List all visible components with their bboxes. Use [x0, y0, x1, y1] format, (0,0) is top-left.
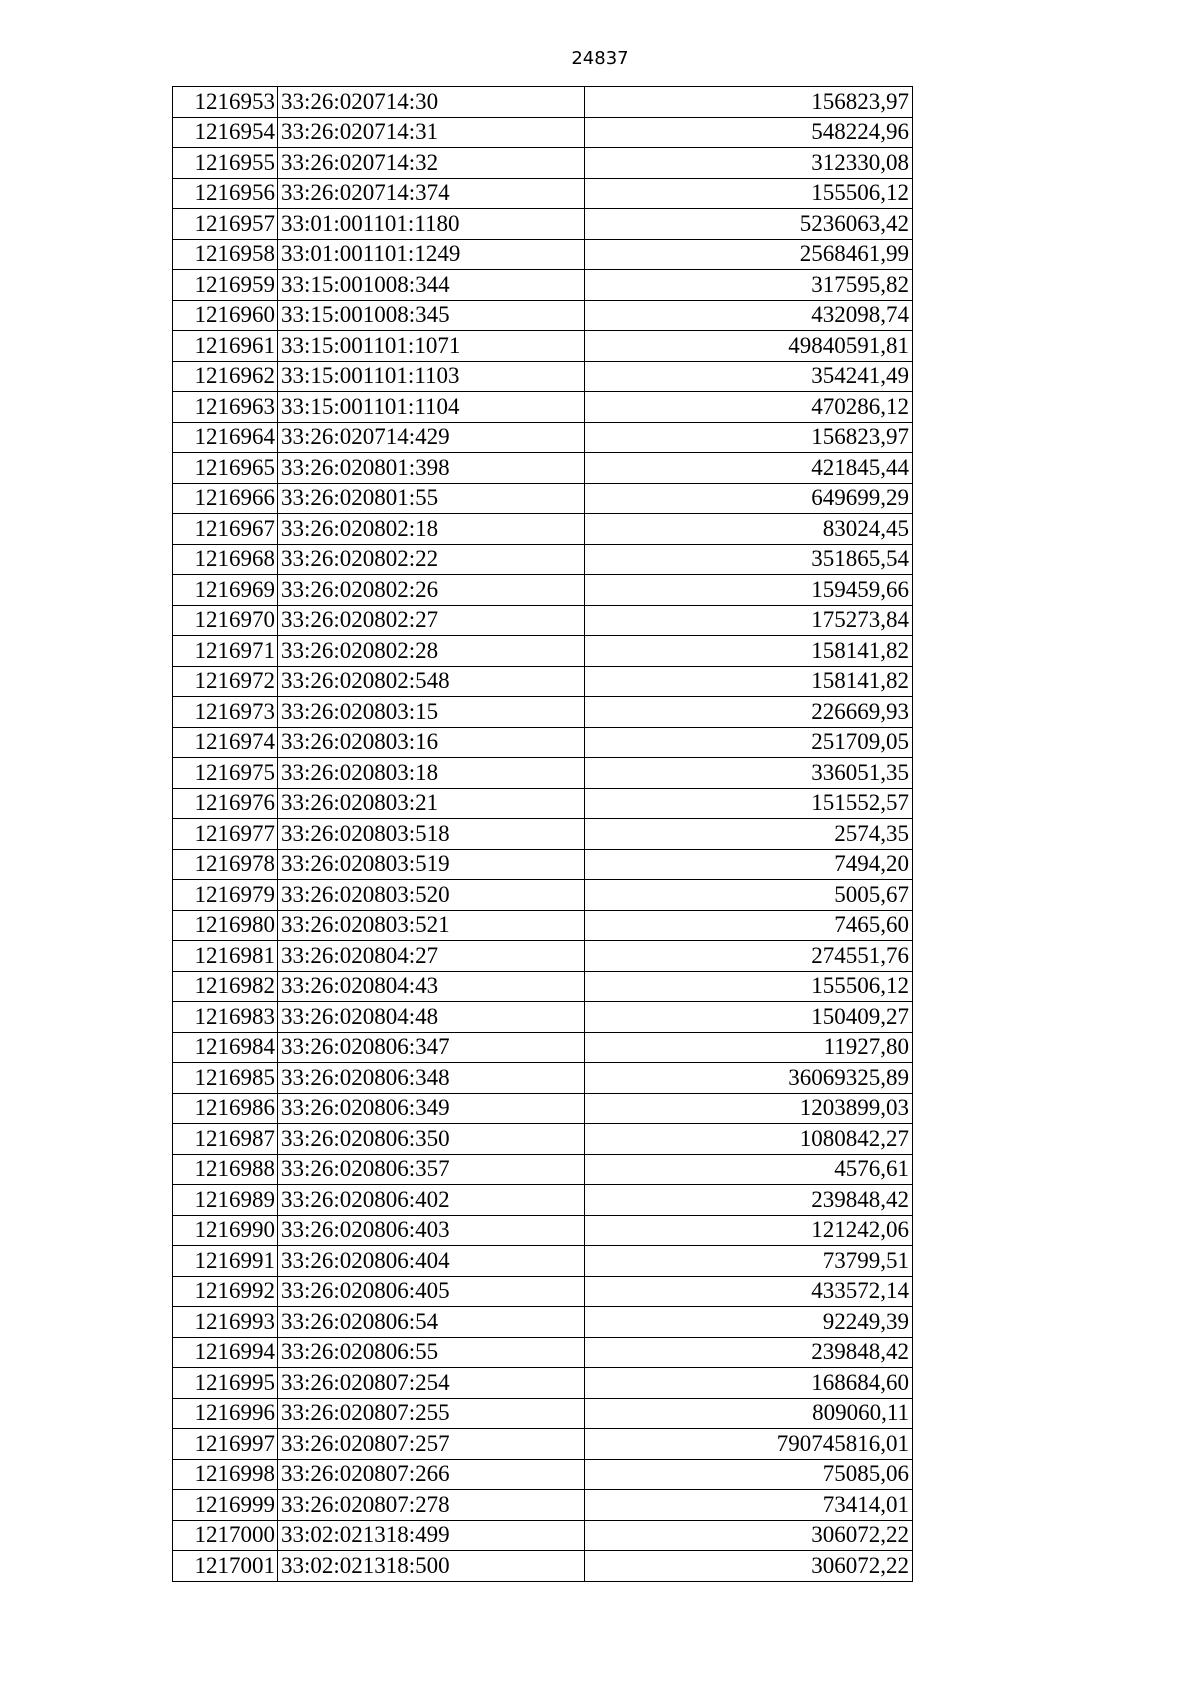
- table-row: [173, 697, 913, 728]
- cadastral-number-cell: 33:26:020806:357: [278, 1154, 585, 1185]
- row-id-cell: 1216968: [173, 544, 278, 575]
- table-row: [173, 880, 913, 911]
- page-number: 24837: [571, 48, 629, 69]
- cadastral-number-cell: 33:26:020801:55: [278, 483, 585, 514]
- cadastral-number-cell: 33:26:020804:27: [278, 941, 585, 972]
- table-row: [173, 483, 913, 514]
- value-cell: 548224,96: [585, 117, 913, 148]
- cadastral-number-cell: 33:26:020804:43: [278, 971, 585, 1002]
- value-cell: 83024,45: [585, 514, 913, 545]
- row-id-cell: 1216953: [173, 87, 278, 118]
- cadastral-number-cell: 33:01:001101:1249: [278, 239, 585, 270]
- table-row: [173, 849, 913, 880]
- cadastral-number-cell: 33:01:001101:1180: [278, 209, 585, 240]
- value-cell: 354241,49: [585, 361, 913, 392]
- value-cell: 156823,97: [585, 422, 913, 453]
- value-cell: 5236063,42: [585, 209, 913, 240]
- row-id-cell: 1216963: [173, 392, 278, 423]
- value-cell: 433572,14: [585, 1276, 913, 1307]
- value-cell: 274551,76: [585, 941, 913, 972]
- row-id-cell: 1216990: [173, 1215, 278, 1246]
- cadastral-number-cell: 33:26:020806:403: [278, 1215, 585, 1246]
- table-row: [173, 117, 913, 148]
- cadastral-number-cell: 33:26:020714:31: [278, 117, 585, 148]
- table-row: [173, 1154, 913, 1185]
- row-id-cell: 1216997: [173, 1429, 278, 1460]
- cadastral-number-cell: 33:26:020803:18: [278, 758, 585, 789]
- cadastral-number-cell: 33:26:020803:16: [278, 727, 585, 758]
- value-cell: 7465,60: [585, 910, 913, 941]
- value-cell: 336051,35: [585, 758, 913, 789]
- value-cell: 121242,06: [585, 1215, 913, 1246]
- value-cell: 4576,61: [585, 1154, 913, 1185]
- table-row: [173, 544, 913, 575]
- value-cell: 226669,93: [585, 697, 913, 728]
- row-id-cell: 1216966: [173, 483, 278, 514]
- value-cell: 168684,60: [585, 1368, 913, 1399]
- value-cell: 2568461,99: [585, 239, 913, 270]
- value-cell: 306072,22: [585, 1520, 913, 1551]
- cadastral-number-cell: 33:15:001101:1103: [278, 361, 585, 392]
- value-cell: 1203899,03: [585, 1093, 913, 1124]
- table-row: [173, 758, 913, 789]
- cadastral-number-cell: 33:26:020806:348: [278, 1063, 585, 1094]
- cadastral-number-cell: 33:26:020803:21: [278, 788, 585, 819]
- registry-table-body: [173, 87, 913, 1582]
- value-cell: 809060,11: [585, 1398, 913, 1429]
- value-cell: 150409,27: [585, 1002, 913, 1033]
- cadastral-number-cell: 33:26:020714:429: [278, 422, 585, 453]
- cadastral-number-cell: 33:26:020802:22: [278, 544, 585, 575]
- table-row: [173, 1215, 913, 1246]
- row-id-cell: 1216995: [173, 1368, 278, 1399]
- table-row: [173, 270, 913, 301]
- cadastral-number-cell: 33:26:020806:54: [278, 1307, 585, 1338]
- row-id-cell: 1216954: [173, 117, 278, 148]
- row-id-cell: 1216977: [173, 819, 278, 850]
- row-id-cell: 1216984: [173, 1032, 278, 1063]
- cadastral-number-cell: 33:26:020802:28: [278, 636, 585, 667]
- row-id-cell: 1216994: [173, 1337, 278, 1368]
- row-id-cell: 1216992: [173, 1276, 278, 1307]
- cadastral-number-cell: 33:26:020806:404: [278, 1246, 585, 1277]
- value-cell: 49840591,81: [585, 331, 913, 362]
- cadastral-number-cell: 33:26:020806:405: [278, 1276, 585, 1307]
- row-id-cell: 1216987: [173, 1124, 278, 1155]
- cadastral-number-cell: 33:15:001101:1104: [278, 392, 585, 423]
- row-id-cell: 1216996: [173, 1398, 278, 1429]
- cadastral-number-cell: 33:26:020803:520: [278, 880, 585, 911]
- value-cell: 73414,01: [585, 1490, 913, 1521]
- value-cell: 649699,29: [585, 483, 913, 514]
- value-cell: 158141,82: [585, 666, 913, 697]
- row-id-cell: 1216961: [173, 331, 278, 362]
- table-row: [173, 239, 913, 270]
- cadastral-number-cell: 33:26:020803:521: [278, 910, 585, 941]
- row-id-cell: 1216982: [173, 971, 278, 1002]
- table-row: [173, 727, 913, 758]
- table-row: [173, 87, 913, 118]
- row-id-cell: 1217001: [173, 1551, 278, 1582]
- value-cell: 790745816,01: [585, 1429, 913, 1460]
- cadastral-number-cell: 33:26:020803:518: [278, 819, 585, 850]
- table-row: [173, 1551, 913, 1582]
- row-id-cell: 1216959: [173, 270, 278, 301]
- value-cell: 5005,67: [585, 880, 913, 911]
- row-id-cell: 1216967: [173, 514, 278, 545]
- row-id-cell: 1216965: [173, 453, 278, 484]
- value-cell: 239848,42: [585, 1337, 913, 1368]
- row-id-cell: 1217000: [173, 1520, 278, 1551]
- cadastral-number-cell: 33:26:020807:278: [278, 1490, 585, 1521]
- cadastral-number-cell: 33:26:020804:48: [278, 1002, 585, 1033]
- value-cell: 317595,82: [585, 270, 913, 301]
- value-cell: 73799,51: [585, 1246, 913, 1277]
- table-row: [173, 300, 913, 331]
- row-id-cell: 1216985: [173, 1063, 278, 1094]
- row-id-cell: 1216957: [173, 209, 278, 240]
- cadastral-number-cell: 33:26:020803:519: [278, 849, 585, 880]
- value-cell: 432098,74: [585, 300, 913, 331]
- table-row: [173, 971, 913, 1002]
- table-row: [173, 1429, 913, 1460]
- row-id-cell: 1216960: [173, 300, 278, 331]
- table-row: [173, 331, 913, 362]
- row-id-cell: 1216981: [173, 941, 278, 972]
- value-cell: 421845,44: [585, 453, 913, 484]
- cadastral-number-cell: 33:26:020806:349: [278, 1093, 585, 1124]
- table-row: [173, 788, 913, 819]
- value-cell: 151552,57: [585, 788, 913, 819]
- table-row: [173, 1185, 913, 1216]
- row-id-cell: 1216983: [173, 1002, 278, 1033]
- table-row: [173, 422, 913, 453]
- value-cell: 36069325,89: [585, 1063, 913, 1094]
- table-row: [173, 453, 913, 484]
- value-cell: 155506,12: [585, 971, 913, 1002]
- cadastral-number-cell: 33:26:020802:26: [278, 575, 585, 606]
- row-id-cell: 1216976: [173, 788, 278, 819]
- value-cell: 75085,06: [585, 1459, 913, 1490]
- row-id-cell: 1216956: [173, 178, 278, 209]
- row-id-cell: 1216998: [173, 1459, 278, 1490]
- table-row: [173, 209, 913, 240]
- row-id-cell: 1216975: [173, 758, 278, 789]
- cadastral-number-cell: 33:15:001008:344: [278, 270, 585, 301]
- value-cell: 351865,54: [585, 544, 913, 575]
- row-id-cell: 1216955: [173, 148, 278, 179]
- value-cell: 306072,22: [585, 1551, 913, 1582]
- row-id-cell: 1216978: [173, 849, 278, 880]
- cadastral-number-cell: 33:26:020806:55: [278, 1337, 585, 1368]
- table-row: [173, 1307, 913, 1338]
- cadastral-number-cell: 33:02:021318:499: [278, 1520, 585, 1551]
- cadastral-number-cell: 33:26:020807:266: [278, 1459, 585, 1490]
- table-row: [173, 1063, 913, 1094]
- row-id-cell: 1216999: [173, 1490, 278, 1521]
- table-row: [173, 1032, 913, 1063]
- value-cell: 7494,20: [585, 849, 913, 880]
- row-id-cell: 1216989: [173, 1185, 278, 1216]
- row-id-cell: 1216980: [173, 910, 278, 941]
- value-cell: 312330,08: [585, 148, 913, 179]
- cadastral-number-cell: 33:26:020714:30: [278, 87, 585, 118]
- table-row: [173, 941, 913, 972]
- value-cell: 239848,42: [585, 1185, 913, 1216]
- cadastral-number-cell: 33:26:020807:255: [278, 1398, 585, 1429]
- cadastral-number-cell: 33:26:020714:374: [278, 178, 585, 209]
- table-row: [173, 1093, 913, 1124]
- table-row: [173, 1337, 913, 1368]
- cadastral-number-cell: 33:26:020806:347: [278, 1032, 585, 1063]
- row-id-cell: 1216964: [173, 422, 278, 453]
- table-row: [173, 666, 913, 697]
- cadastral-number-cell: 33:26:020806:402: [278, 1185, 585, 1216]
- row-id-cell: 1216958: [173, 239, 278, 270]
- row-id-cell: 1216970: [173, 605, 278, 636]
- cadastral-number-cell: 33:26:020807:254: [278, 1368, 585, 1399]
- table-row: [173, 1398, 913, 1429]
- table-row: [173, 605, 913, 636]
- row-id-cell: 1216974: [173, 727, 278, 758]
- table-row: [173, 1490, 913, 1521]
- value-cell: 251709,05: [585, 727, 913, 758]
- table-row: [173, 636, 913, 667]
- cadastral-number-cell: 33:26:020806:350: [278, 1124, 585, 1155]
- cadastral-number-cell: 33:26:020801:398: [278, 453, 585, 484]
- value-cell: 158141,82: [585, 636, 913, 667]
- row-id-cell: 1216991: [173, 1246, 278, 1277]
- row-id-cell: 1216986: [173, 1093, 278, 1124]
- value-cell: 92249,39: [585, 1307, 913, 1338]
- table-row: [173, 819, 913, 850]
- table-row: [173, 514, 913, 545]
- cadastral-number-cell: 33:26:020803:15: [278, 697, 585, 728]
- row-id-cell: 1216962: [173, 361, 278, 392]
- cadastral-number-cell: 33:26:020802:18: [278, 514, 585, 545]
- value-cell: 470286,12: [585, 392, 913, 423]
- row-id-cell: 1216969: [173, 575, 278, 606]
- value-cell: 11927,80: [585, 1032, 913, 1063]
- row-id-cell: 1216971: [173, 636, 278, 667]
- value-cell: 1080842,27: [585, 1124, 913, 1155]
- row-id-cell: 1216972: [173, 666, 278, 697]
- table-row: [173, 1246, 913, 1277]
- value-cell: 175273,84: [585, 605, 913, 636]
- row-id-cell: 1216993: [173, 1307, 278, 1338]
- cadastral-number-cell: 33:02:021318:500: [278, 1551, 585, 1582]
- table-row: [173, 148, 913, 179]
- row-id-cell: 1216979: [173, 880, 278, 911]
- value-cell: 156823,97: [585, 87, 913, 118]
- cadastral-number-cell: 33:26:020802:27: [278, 605, 585, 636]
- row-id-cell: 1216973: [173, 697, 278, 728]
- row-id-cell: 1216988: [173, 1154, 278, 1185]
- cadastral-number-cell: 33:15:001101:1071: [278, 331, 585, 362]
- table-row: [173, 1459, 913, 1490]
- table-row: [173, 1368, 913, 1399]
- table-row: [173, 910, 913, 941]
- table-row: [173, 1124, 913, 1155]
- table-row: [173, 575, 913, 606]
- value-cell: 155506,12: [585, 178, 913, 209]
- value-cell: 159459,66: [585, 575, 913, 606]
- table-row: [173, 1520, 913, 1551]
- cadastral-number-cell: 33:15:001008:345: [278, 300, 585, 331]
- cadastral-number-cell: 33:26:020802:548: [278, 666, 585, 697]
- table-row: [173, 178, 913, 209]
- value-cell: 2574,35: [585, 819, 913, 850]
- table-row: [173, 1276, 913, 1307]
- table-row: [173, 1002, 913, 1033]
- cadastral-number-cell: 33:26:020807:257: [278, 1429, 585, 1460]
- cadastral-number-cell: 33:26:020714:32: [278, 148, 585, 179]
- table-row: [173, 392, 913, 423]
- table-row: [173, 361, 913, 392]
- registry-table: [172, 86, 913, 1582]
